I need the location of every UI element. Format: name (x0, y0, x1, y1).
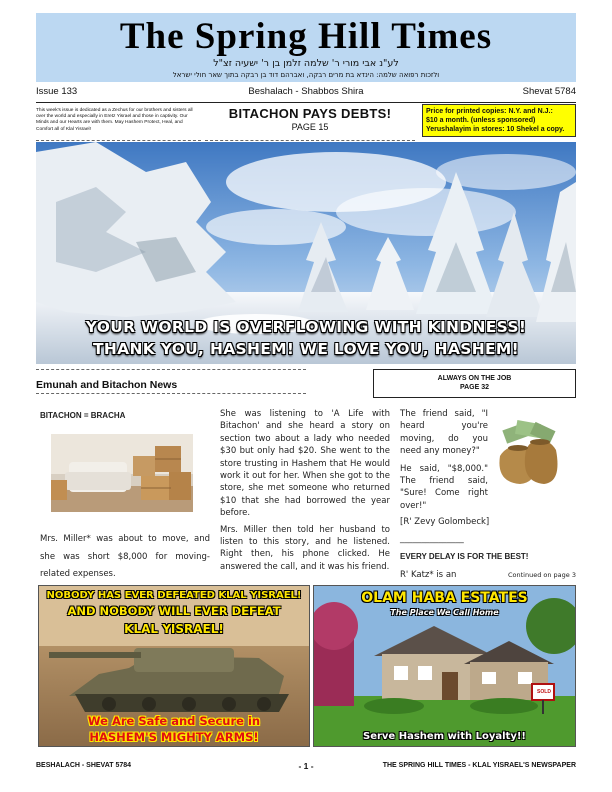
money-bags-image (490, 416, 562, 488)
ad-title: OLAM HABA ESTATES (361, 590, 528, 606)
hero-caption-2: THANK YOU, HASHEM! WE LOVE YOU, HASHEM! (93, 340, 519, 358)
article-text: R' Katz* is an (400, 570, 457, 581)
dedication-line-1: לע"נ אבי מורי ר' שלמה זלמן בן ר' ישעיה זצ"ל (213, 58, 399, 69)
headline-page: PAGE 15 (291, 122, 329, 132)
teaser-title: ALWAYS ON THE JOB (437, 375, 512, 382)
money-bags-illustration (490, 416, 562, 488)
newspaper-title: The Spring Hill Times (119, 16, 493, 57)
issue-number: Issue 133 (36, 86, 78, 97)
masthead (36, 13, 576, 82)
continued-link[interactable]: Continued on page 3 (507, 571, 576, 580)
ad-estates (313, 585, 576, 747)
ad-line-2: AND NOBODY WILL EVER DEFEAT (67, 604, 281, 618)
article-text-row (400, 569, 576, 581)
article-subhead: EVERY DELAY IS FOR THE BEST! (400, 552, 529, 562)
ad-line-1: NOBODY HAS EVER DEFEATED KLAL YISRAEL! (46, 590, 302, 601)
headline: BITACHON PAYS DEBTS! (228, 106, 392, 121)
article-credit: [R' Zevy Golombeck] (400, 517, 490, 528)
footer-left: BESHALACH - SHEVAT 5784 (36, 762, 132, 769)
section-title: Emunah and Bitachon News (36, 379, 178, 391)
issue-date: Shevat 5784 (522, 86, 576, 97)
ad-subtitle: The Place We Call Home (390, 608, 499, 617)
article-text: She was listening to 'A Life with Bitachon' and she heard a story on section two about a lady who needed $30 but only had $20. She went to the store trusting in Hashem that He would work it out for her. When she got to the store, she met someone who returned $10 that she had borrowed the year before. (220, 409, 390, 519)
article-column-2 (220, 408, 390, 573)
dedication-line-2: ולזכות רפואה שלמה: הינדא בת מרים רבקה, ואברהם דוד בן רבקה בתוך שאר חולי ישראל (172, 71, 440, 79)
divider (36, 393, 306, 394)
divider (205, 140, 415, 141)
ad-tank (38, 585, 310, 747)
headline-box (205, 106, 415, 132)
divider (36, 102, 576, 103)
divider (36, 369, 306, 370)
sold-sign: SOLD (537, 689, 551, 695)
issue-info-bar (36, 86, 576, 101)
teaser-page: PAGE 32 (459, 384, 490, 391)
price-line-3: Yerushalayim in stores: 10 Shekel a copy. (426, 126, 565, 133)
footer-right: THE SPRING HILL TIMES - KLAL YISRAEL'S NEWSPAPER (382, 762, 576, 769)
article-subhead: BITACHON = BRACHA (40, 411, 126, 420)
ad-line-3: KLAL YISRAEL! (124, 622, 224, 636)
price-line-1: Price for printed copies: N.Y. and N.J.: (426, 108, 553, 115)
ad-line-4: We Are Safe and Secure in (87, 714, 261, 728)
article-text: The friend said, "I heard you're moving, do you need any money?" (400, 409, 488, 457)
article-text: He said, "$8,000." The friend said, "Sure! Come right over!" (400, 463, 488, 511)
hero-image (36, 142, 576, 364)
divider (36, 140, 201, 141)
ad-line-5: HASHEM'S MIGHTY ARMS! (89, 730, 259, 744)
article-text: Mrs. Miller* was about to move, and she was short $8,000 for moving-related expenses. (40, 534, 210, 580)
article-rule: _______________ (400, 533, 464, 544)
dedication-note: This week's issue is dedicated as a Zechus for our brothers and sisters all over the world and especially in Eretz Yisrael and those in captivity. Our Minds and our Hearts are with them. May Hashem Protect, Heal, and Comfort all of Klal Yisrael! (36, 108, 193, 132)
ad-tagline: Serve Hashem with Loyalty!! (363, 731, 526, 742)
moving-boxes-image (51, 434, 193, 512)
parsha-name: Beshalach - Shabbos Shira (248, 86, 364, 97)
page-number: - 1 - (298, 761, 314, 771)
price-line-2: $10 a month. (unless sponsored) (426, 117, 536, 124)
article-text: Mrs. Miller then told her husband to listen to this story, and he listened. Right then, his phone clicked. He answered the call, and it was his friend. (220, 524, 390, 572)
moving-boxes-illustration (51, 434, 193, 512)
teaser-box (373, 369, 576, 398)
price-box (422, 104, 576, 137)
hero-caption-1: YOUR WORLD IS OVERFLOWING WITH KINDNESS! (85, 318, 527, 336)
